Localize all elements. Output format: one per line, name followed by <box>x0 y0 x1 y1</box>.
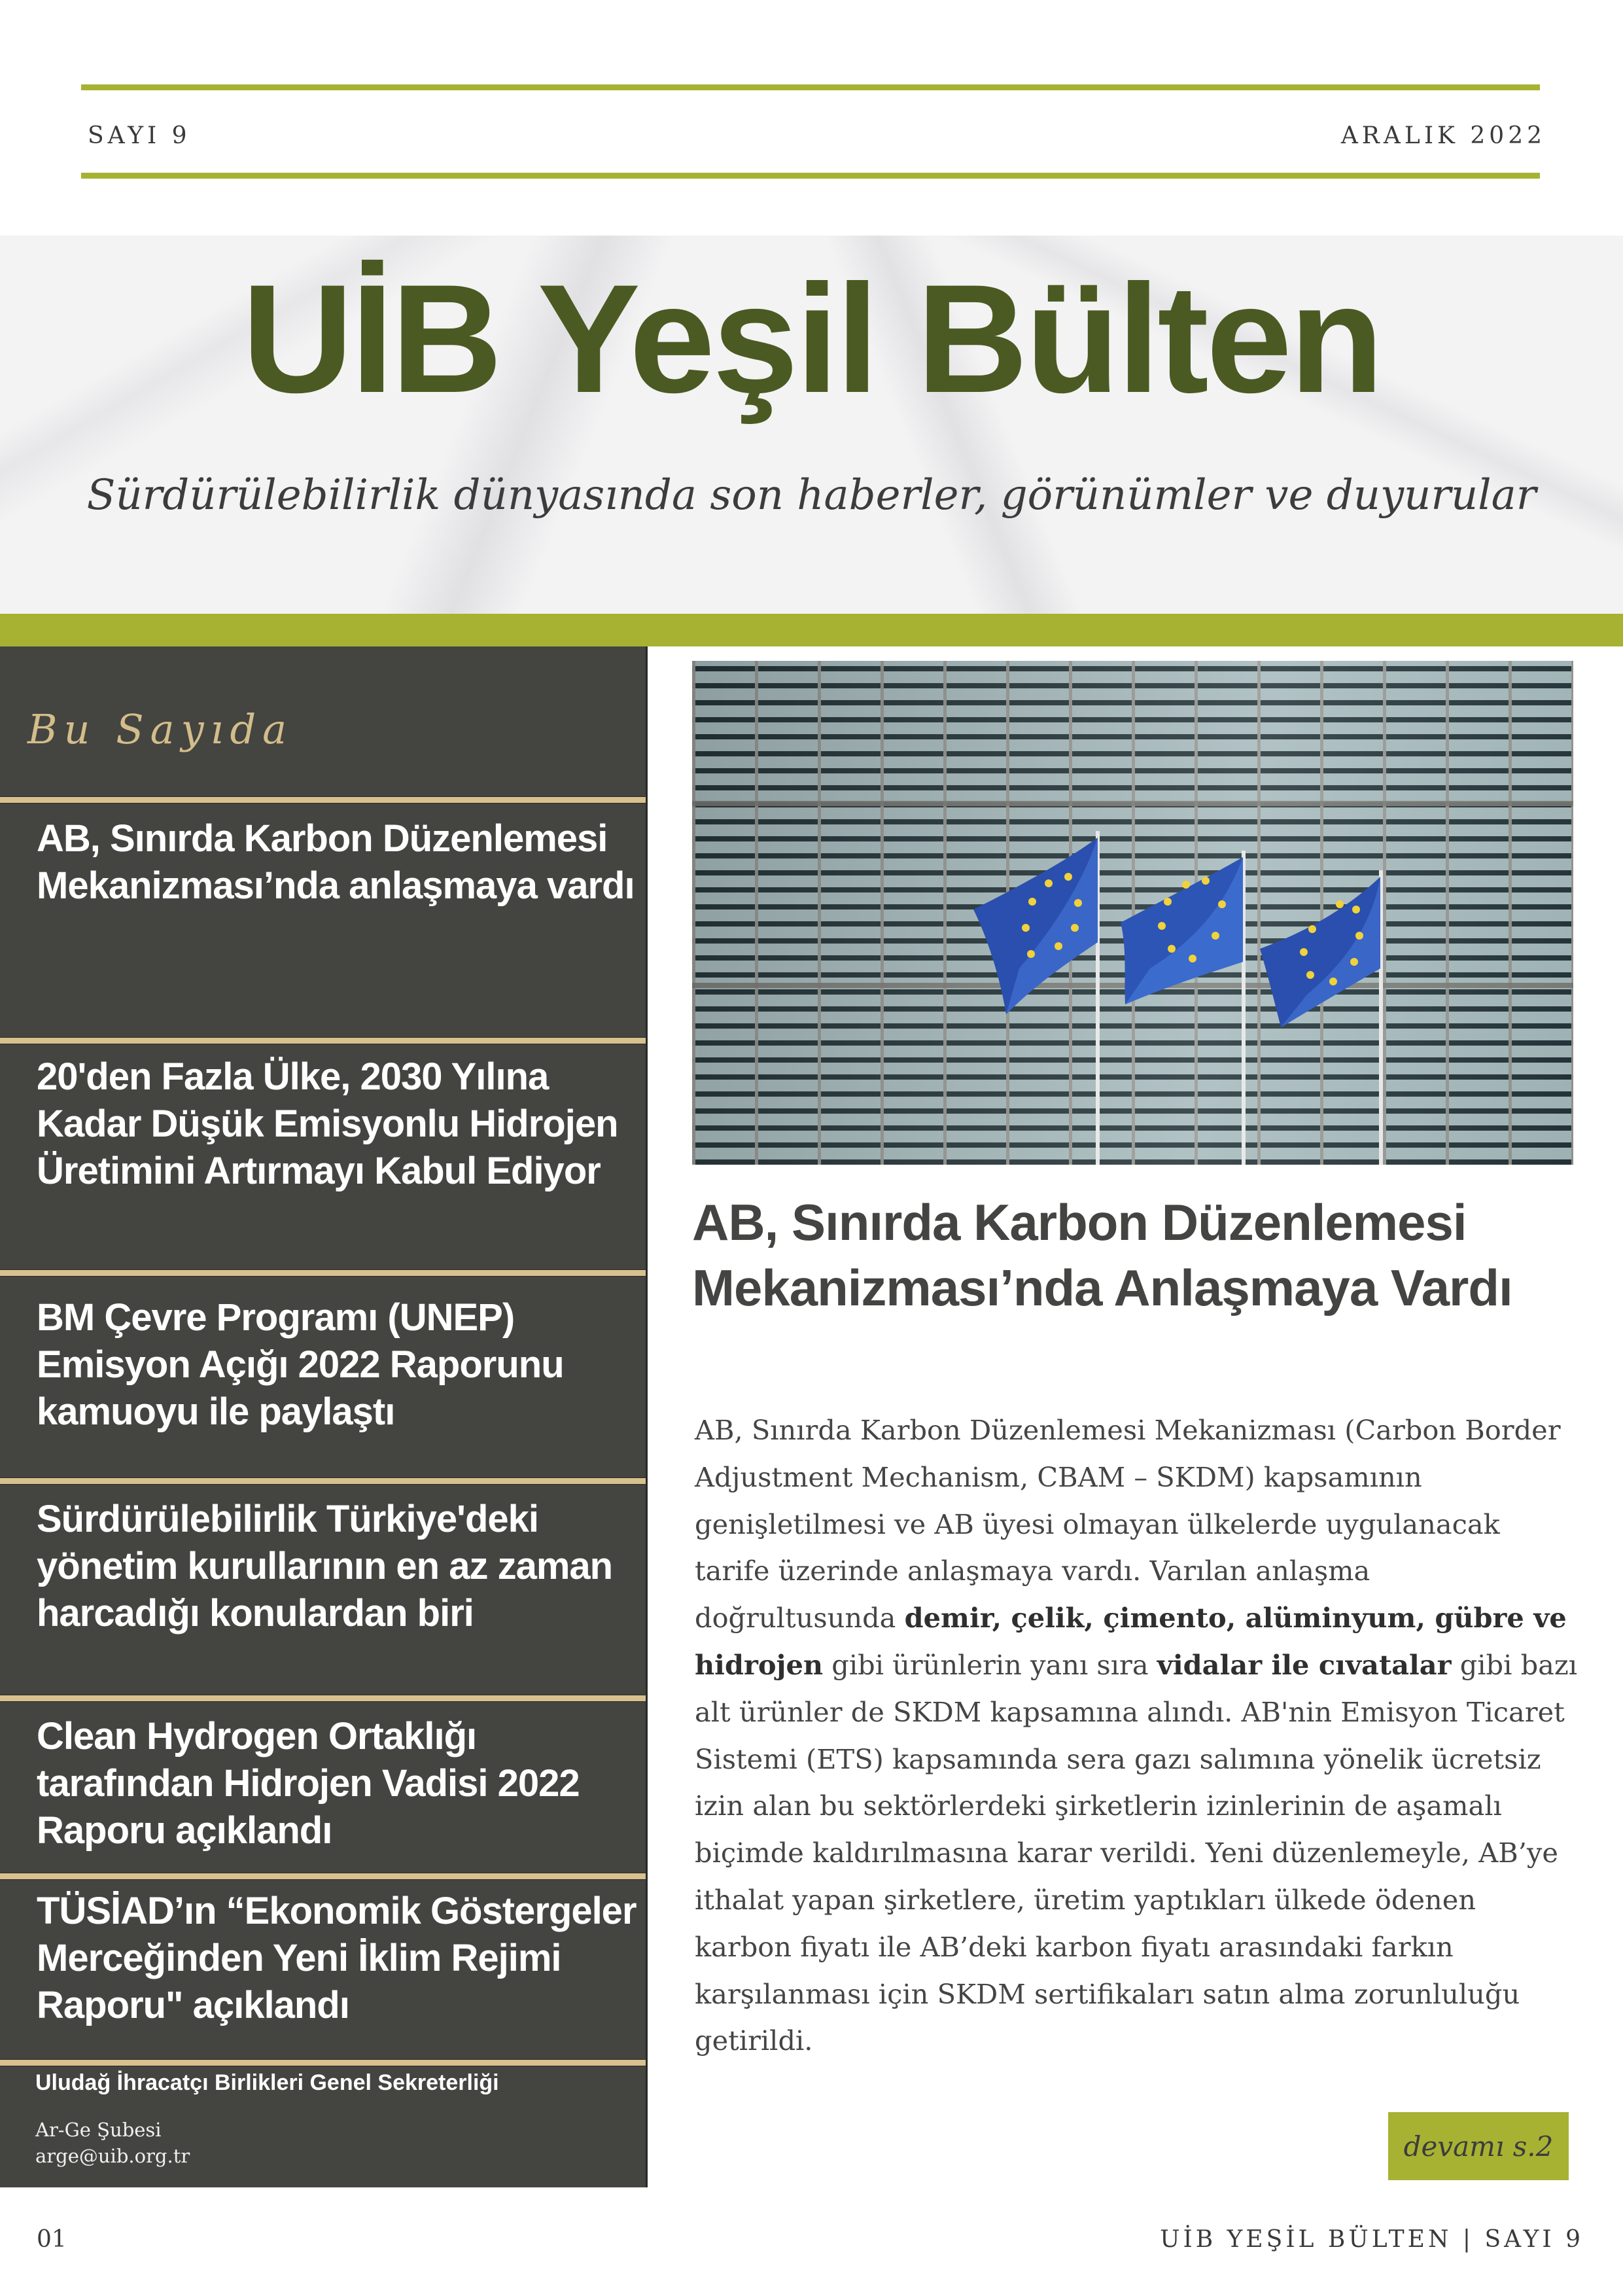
page-number: 01 <box>37 2226 67 2253</box>
issue-number: SAYI 9 <box>88 122 191 149</box>
toc-heading: Bu Sayıda <box>27 705 294 753</box>
toc-item-sustainability-boards[interactable]: Sürdürülebilirlik Türkiye'deki yönetim kurullarının en az zaman harcadığı konulardan biri <box>37 1498 613 1634</box>
toc-item-cbam[interactable]: AB, Sınırda Karbon Düzenlemesi Mekanizması’nda anlaşmaya vardı <box>37 817 635 907</box>
toc-divider <box>0 796 646 804</box>
masthead <box>0 236 1623 614</box>
toc-divider <box>0 1037 646 1044</box>
toc-divider <box>0 1477 646 1485</box>
continue-reading-button[interactable]: devamı s.2 <box>1388 2112 1569 2180</box>
toc-divider <box>0 1269 646 1277</box>
toc-item-tusiad-report[interactable]: TÜSİAD’ın “Ekonomik Göstergeler Merceğinden Yeni İklim Rejimi Raporu" açıklandı <box>37 1890 637 2026</box>
article-text: gibi bazı alt ürünler de SKDM kapsamına alındı. AB'nin Emisyon Ticaret Sistemi (ETS) kapsamında sera gazı salımına yönelik ücretsiz izin alan bu sektörlerdeki şirketlerin izinlerinin de aşamalı biçimde kaldırılmasına karar verildi. Yeni düzenlemeyle, AB’ye ithalat yapan şirketlere, üretim yaptıkları ülkede ödenen karbon fiyatı ile AB’deki karbon fiyatı arasındaki farkın karşılanması için SKDM sertifikaları satın alma zorunluluğu getirildi. <box>695 1648 1578 2057</box>
toc-divider <box>0 1873 646 1880</box>
newsletter-subtitle: Sürdürülebilirlik dünyasında son haberler, görünümler ve duyurular <box>86 471 1537 520</box>
eu-flags-icon <box>692 661 1573 1165</box>
toc-item-unep-report[interactable]: BM Çevre Programı (UNEP) Emisyon Açığı 2022 Raporunu kamuoyu ile paylaştı <box>37 1296 564 1433</box>
accent-band <box>0 614 1623 646</box>
contact-block <box>35 2070 499 2169</box>
article-text: AB, Sınırda Karbon Düzenlemesi Mekanizması (Carbon Border Adjustment Mechanism, CBAM – SKDM) kapsamının genişletilmesi ve AB üyesi olmayan ülkelerde uygulanacak tarife üzerinde anlaşmaya vardı. Varılan anlaşma doğrultusunda <box>695 1414 1561 1634</box>
header-rule-bottom <box>81 173 1540 179</box>
table-of-contents <box>0 646 648 2187</box>
toc-item-hydrogen-countries[interactable]: 20'den Fazla Ülke, 2030 Yılına Kadar Düşük Emisyonlu Hidrojen Üretimini Artırmayı Kabul Ediyor <box>37 1055 618 1192</box>
department-name: Ar-Ge Şubesi <box>35 2119 162 2141</box>
running-footer: UİB YEŞİL BÜLTEN | SAYI 9 <box>1160 2226 1584 2253</box>
toc-divider <box>0 2059 646 2066</box>
article-text: gibi ürünlerin yanı sıra <box>823 1648 1157 1681</box>
contact-email[interactable]: arge@uib.org.tr <box>35 2145 190 2167</box>
article-headline: AB, Sınırda Karbon Düzenlemesi Mekanizması’nda Anlaşmaya Vardı <box>692 1193 1512 1316</box>
article-text-emphasis: vidalar ile cıvatalar <box>1157 1648 1452 1681</box>
header-rule-top <box>81 84 1540 90</box>
toc-item-hydrogen-valleys[interactable]: Clean Hydrogen Ortaklığı tarafından Hidrojen Vadisi 2022 Raporu açıklandı <box>37 1715 580 1852</box>
article-text-emphasis: demir, çelik, çimento, alüminyum, gübre ve hidrojen <box>695 1602 1567 1681</box>
newsletter-title: UİB Yeşil Bülten <box>241 253 1382 425</box>
toc-divider <box>0 1695 646 1702</box>
article-body <box>695 1407 1578 2064</box>
article-image <box>692 661 1573 1165</box>
issue-date: ARALIK 2022 <box>1340 122 1546 149</box>
organization-name: Uludağ İhracatçı Birlikleri Genel Sekreterliği <box>35 2070 499 2095</box>
